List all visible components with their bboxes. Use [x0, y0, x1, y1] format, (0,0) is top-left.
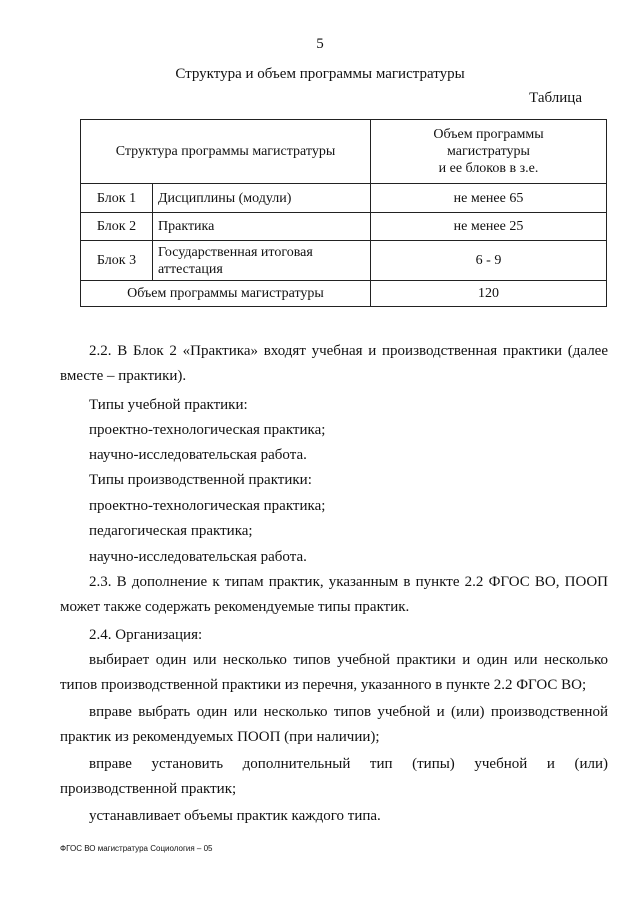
header-volume-line: магистратуры [447, 144, 530, 159]
org-item: устанавливает объемы практик каждого типа. [89, 808, 381, 824]
block-cell: Блок 3 [81, 241, 153, 281]
list-item: проектно-технологическая практика; [89, 498, 326, 514]
table-total-row [81, 281, 607, 307]
block-cell: Блок 2 [81, 213, 153, 241]
volume-cell: не менее 65 [371, 184, 607, 213]
block-cell: Блок 1 [81, 184, 153, 213]
list-item: педагогическая практика; [89, 523, 253, 539]
block-name-cell [153, 241, 371, 281]
list-item: научно-исследовательская работа. [89, 549, 307, 565]
header-structure: Структура программы магистратуры [81, 120, 371, 184]
org-item: вправе выбрать один или несколько типов учебной и (или) производственной практик из рекомендуемых ПООП (при наличии); [60, 704, 608, 745]
block-name-cell: Дисциплины (модули) [153, 184, 371, 213]
prod-types-heading: Типы производственной практики: [89, 472, 312, 488]
volume-cell: не менее 25 [371, 213, 607, 241]
page-number: 5 [316, 36, 324, 52]
paragraph-2-3: 2.3. В дополнение к типам практик, указанным в пункте 2.2 ФГОС ВО, ПООП может также содержать рекомендуемые типы практик. [60, 574, 608, 615]
block-name-cell: Практика [153, 213, 371, 241]
paragraph-2-4: 2.4. Организация: [89, 627, 203, 643]
table-header-row [81, 120, 607, 184]
total-value-cell: 120 [371, 281, 607, 307]
footer-note: ФГОС ВО магистратура Социология – 05 [60, 844, 213, 853]
org-item: вправе установить дополнительный тип (типы) учебной и (или) производственной практик; [60, 756, 608, 797]
block-name-line: Государственная итоговая [158, 244, 313, 260]
study-types-heading: Типы учебной практики: [89, 397, 248, 413]
program-structure-table [80, 119, 607, 307]
list-item: научно-исследовательская работа. [89, 447, 307, 463]
table-title: Структура и объем программы магистратуры [175, 66, 465, 82]
total-label-cell: Объем программы магистратуры [81, 281, 371, 307]
block-name-line: аттестация [158, 261, 223, 277]
table-row [81, 213, 607, 241]
volume-cell: 6 - 9 [371, 241, 607, 281]
header-volume-line: Объем программы [433, 127, 544, 142]
table-row [81, 184, 607, 213]
table-row [81, 241, 607, 281]
org-item: выбирает один или несколько типов учебной практики и один или несколько типов производственной практики из перечня, указанного в пункте 2.2 ФГОС ВО; [60, 652, 608, 693]
paragraph-2-2: 2.2. В Блок 2 «Практика» входят учебная и производственная практики (далее вместе – практики). [60, 343, 608, 384]
table-label: Таблица [529, 90, 582, 106]
header-volume [371, 120, 607, 184]
header-volume-line: и ее блоков в з.е. [438, 161, 539, 176]
list-item: проектно-технологическая практика; [89, 422, 326, 438]
